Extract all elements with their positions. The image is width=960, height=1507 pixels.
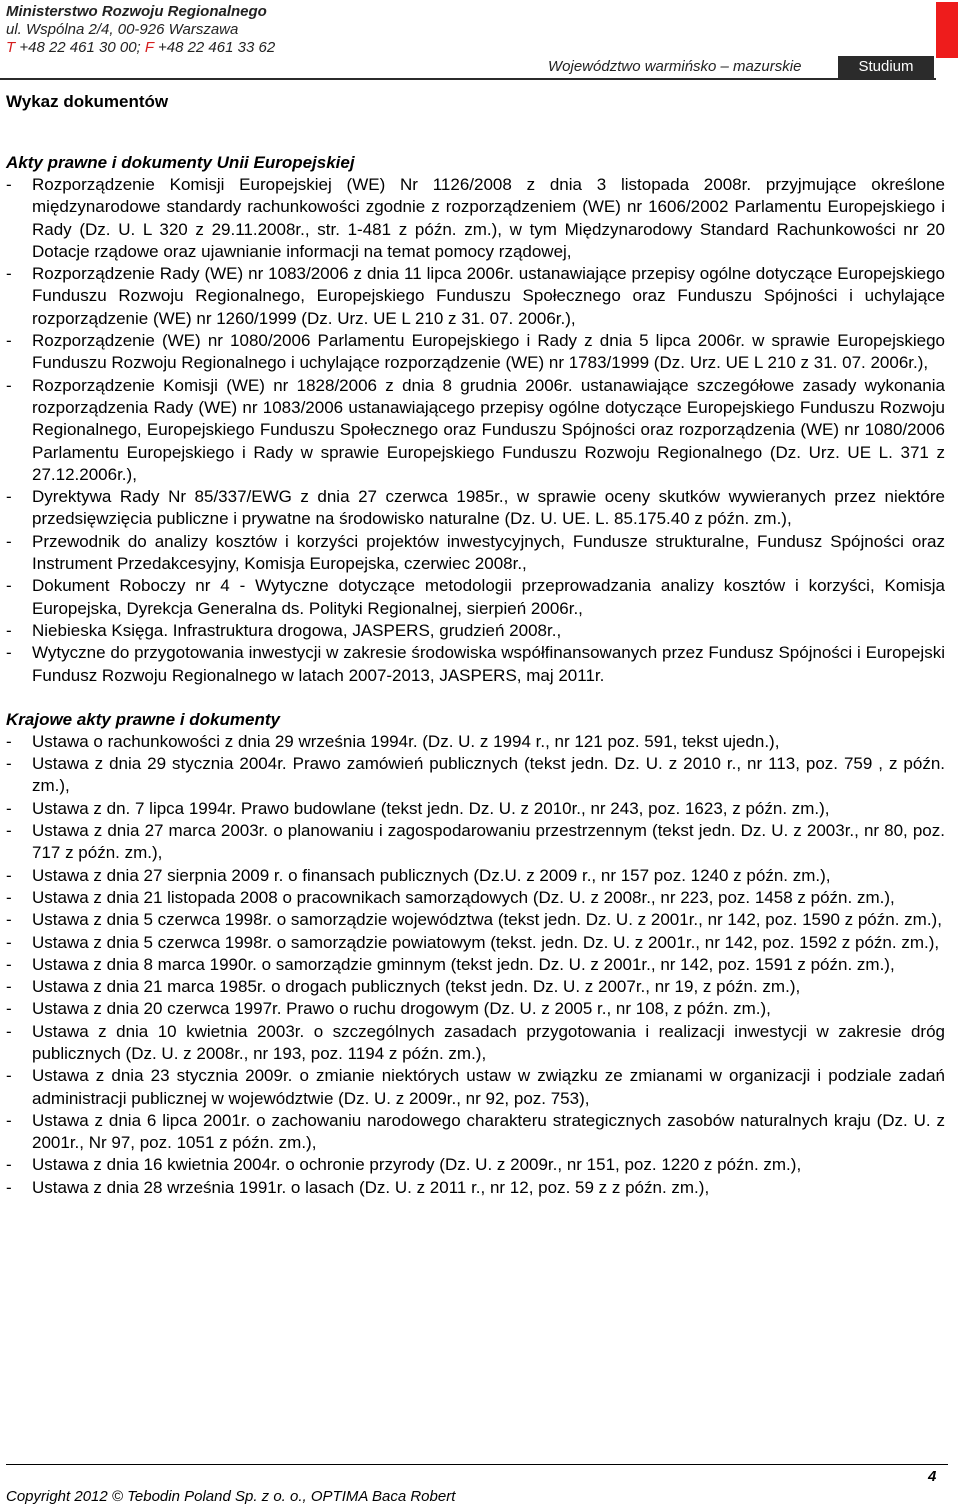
- document-body: [6, 92, 945, 1199]
- list-item: - Ustawa z dnia 29 stycznia 2004r. Prawo zamówień publicznych (tekst jedn. Dz. U. z 2010 r., nr 113, poz. 759 , z późn. zm.),: [6, 753, 945, 798]
- list-item: - Ustawa z dnia 23 stycznia 2009r. o zmianie niektórych ustaw w związku ze zmianami w organizacji i podziale zadań administracji publicznej w województwie (Dz. U. z 2009r., nr 92, poz. 753),: [6, 1065, 945, 1110]
- list-item: - Ustawa z dnia 21 listopada 2008 o pracownikach samorządowych (Dz. U. z 2008r., nr 223, poz. 1458 z późn. zm.),: [6, 887, 945, 909]
- list-item: - Dyrektywa Rady Nr 85/337/EWG z dnia 27 czerwca 1985r., w sprawie oceny skutków wywieranych przez niektóre przedsięwzięcia publiczne i prywatne na środowisko naturalne (Dz. U. UE. L. 85.175.40 z późn. zm.),: [6, 486, 945, 531]
- phone-number: +48 22 461 30 00;: [19, 39, 141, 56]
- list-item: - Ustawa z dnia 27 marca 2003r. o planowaniu i zagospodarowaniu przestrzennym (tekst jedn. Dz. U. z 2003r., nr 80, poz. 717 z późn. zm.),: [6, 820, 945, 865]
- fax-number: +48 22 461 33 62: [157, 39, 276, 56]
- list-item: - Ustawa z dnia 20 czerwca 1997r. Prawo o ruchu drogowym (Dz. U. z 2005 r., nr 108, z późn. zm.),: [6, 998, 945, 1020]
- page-number: 4: [928, 1468, 937, 1485]
- footer-divider: [6, 1464, 948, 1465]
- list-item: - Ustawa z dnia 8 marca 1990r. o samorządzie gminnym (tekst jedn. Dz. U. z 2001r., nr 142, poz. 1591 z późn. zm.),: [6, 954, 945, 976]
- list-item: - Rozporządzenie Rady (WE) nr 1083/2006 z dnia 11 lipca 2006r. ustanawiające przepisy ogólne dotyczące Europejskiego Funduszu Rozwoju Regionalnego, Europejskiego Funduszu Społecznego oraz Funduszu Spójności i uchylające rozporządzenie (WE) nr 1260/1999 (Dz. Urz. UE L 210 z 31. 07. 2006r.),: [6, 263, 945, 330]
- list-item: - Dokument Roboczy nr 4 - Wytyczne dotyczące metodologii przeprowadzania analizy kosztów i korzyści, Komisja Europejska, Dyrekcja Generalna ds. Polityki Regionalnej, sierpień 2006r.,: [6, 575, 945, 620]
- list-item: - Ustawa z dnia 21 marca 1985r. o drogach publicznych (tekst jedn. Dz. U. z 2007r., nr 19, z późn. zm.),: [6, 976, 945, 998]
- list-item: - Ustawa z dnia 5 czerwca 1998r. o samorządzie województwa (tekst jedn. Dz. U. z 2001r., nr 142, poz. 1590 z późn. zm.),: [6, 909, 945, 931]
- org-address: ul. Wspólna 2/4, 00-926 Warszawa: [6, 21, 239, 38]
- page-header: [0, 0, 960, 80]
- section-heading-national: Krajowe akty prawne i dokumenty: [6, 709, 280, 729]
- eu-documents-list: [6, 174, 945, 687]
- list-item: - Przewodnik do analizy kosztów i korzyści projektów inwestycyjnych, Fundusze strukturalne, Fundusz Spójności oraz Instrument Przedakcesyjny, Komisja Europejska, czerwiec 2008r.,: [6, 531, 945, 576]
- header-divider: [0, 78, 936, 80]
- list-item: - Wytyczne do przygotowania inwestycji w zakresie środowiska współfinansowanych przez Fundusz Spójności i Europejski Fundusz Rozwoju Regionalnego w latach 2007-2013, JASPERS, maj 2011r.: [6, 642, 945, 687]
- region-label: Województwo warmińsko – mazurskie: [548, 58, 802, 75]
- document-title: Wykaz dokumentów: [6, 92, 169, 111]
- brand-accent-block: [936, 2, 958, 58]
- studium-tab: Studium: [838, 56, 934, 78]
- org-contact: [6, 39, 275, 56]
- list-item: - Ustawa z dnia 16 kwietnia 2004r. o ochronie przyrody (Dz. U. z 2009r., nr 151, poz. 1220 z późn. zm.),: [6, 1154, 945, 1176]
- section-heading-eu: Akty prawne i dokumenty Unii Europejskiej: [6, 153, 355, 172]
- list-item: - Rozporządzenie Komisji Europejskiej (WE) Nr 1126/2008 z dnia 3 listopada 2008r. przyjmujące określone międzynarodowe standardy rachunkowości zgodnie z rozporządzeniem (WE) nr 1606/2002 Parlamentu Europejskiego i Rady (Dz. U. L 320 z 29.11.2008r., str. 1-481 z późn. zm.), w tym Międzynarodowy Standard Rachunkowości nr 20 Dotacje rządowe oraz ujawnianie informacji na temat pomocy rządowej,: [6, 174, 945, 263]
- national-documents-list: [6, 731, 945, 1199]
- list-item: - Ustawa o rachunkowości z dnia 29 września 1994r. (Dz. U. z 1994 r., nr 121 poz. 591, tekst ujedn.),: [6, 731, 945, 753]
- list-item: - Ustawa z dnia 27 sierpnia 2009 r. o finansach publicznych (Dz.U. z 2009 r., nr 157 poz. 1240 z późn. zm.),: [6, 865, 945, 887]
- org-name: Ministerstwo Rozwoju Regionalnego: [6, 3, 267, 20]
- phone-label: T: [6, 39, 16, 56]
- fax-label: F: [144, 39, 154, 56]
- list-item: - Rozporządzenie (WE) nr 1080/2006 Parlamentu Europejskiego i Rady z dnia 5 lipca 2006r. w sprawie Europejskiego Funduszu Rozwoju Regionalnego i uchylające rozporządzenie (WE) nr 1783/1999 (Dz. Urz. UE L 210 z 31. 07. 2006r.),: [6, 330, 945, 375]
- copyright-notice: Copyright 2012 © Tebodin Poland Sp. z o. o., OPTIMA Baca Robert: [6, 1488, 456, 1505]
- list-item: - Rozporządzenie Komisji (WE) nr 1828/2006 z dnia 8 grudnia 2006r. ustanawiające szczegółowe zasady wykonania rozporządzenia Rady (WE) nr 1083/2006 ustanawiającego przepisy ogólne dotyczące Europejskiego Funduszu Rozwoju Regionalnego, Europejskiego Funduszu Społecznego oraz Funduszu Spójności oraz rozporządzenia (WE) nr 1080/2006 Parlamentu Europejskiego i Rady w sprawie Europejskiego Funduszu Rozwoju Regionalnego (Dz. Urz. UE L. 371 z 27.12.2006r.),: [6, 375, 945, 486]
- list-item: - Ustawa z dnia 10 kwietnia 2003r. o szczególnych zasadach przygotowania i realizacji inwestycji w zakresie dróg publicznych (Dz. U. z 2008r., nr 193, poz. 1194 z późn. zm.),: [6, 1021, 945, 1066]
- list-item: - Ustawa z dnia 28 września 1991r. o lasach (Dz. U. z 2011 r., nr 12, poz. 59 z z późn. zm.),: [6, 1177, 945, 1199]
- list-item: - Ustawa z dn. 7 lipca 1994r. Prawo budowlane (tekst jedn. Dz. U. z 2010r., nr 243, poz. 1623, z późn. zm.),: [6, 798, 945, 820]
- list-item: - Ustawa z dnia 6 lipca 2001r. o zachowaniu narodowego charakteru strategicznych zasobów naturalnych kraju (Dz. U. z 2001r., Nr 97, poz. 1051 z późn. zm.),: [6, 1110, 945, 1155]
- list-item: - Ustawa z dnia 5 czerwca 1998r. o samorządzie powiatowym (tekst. jedn. Dz. U. z 2001r., nr 142, poz. 1592 z późn. zm.),: [6, 932, 945, 954]
- list-item: - Niebieska Księga. Infrastruktura drogowa, JASPERS, grudzień 2008r.,: [6, 620, 945, 642]
